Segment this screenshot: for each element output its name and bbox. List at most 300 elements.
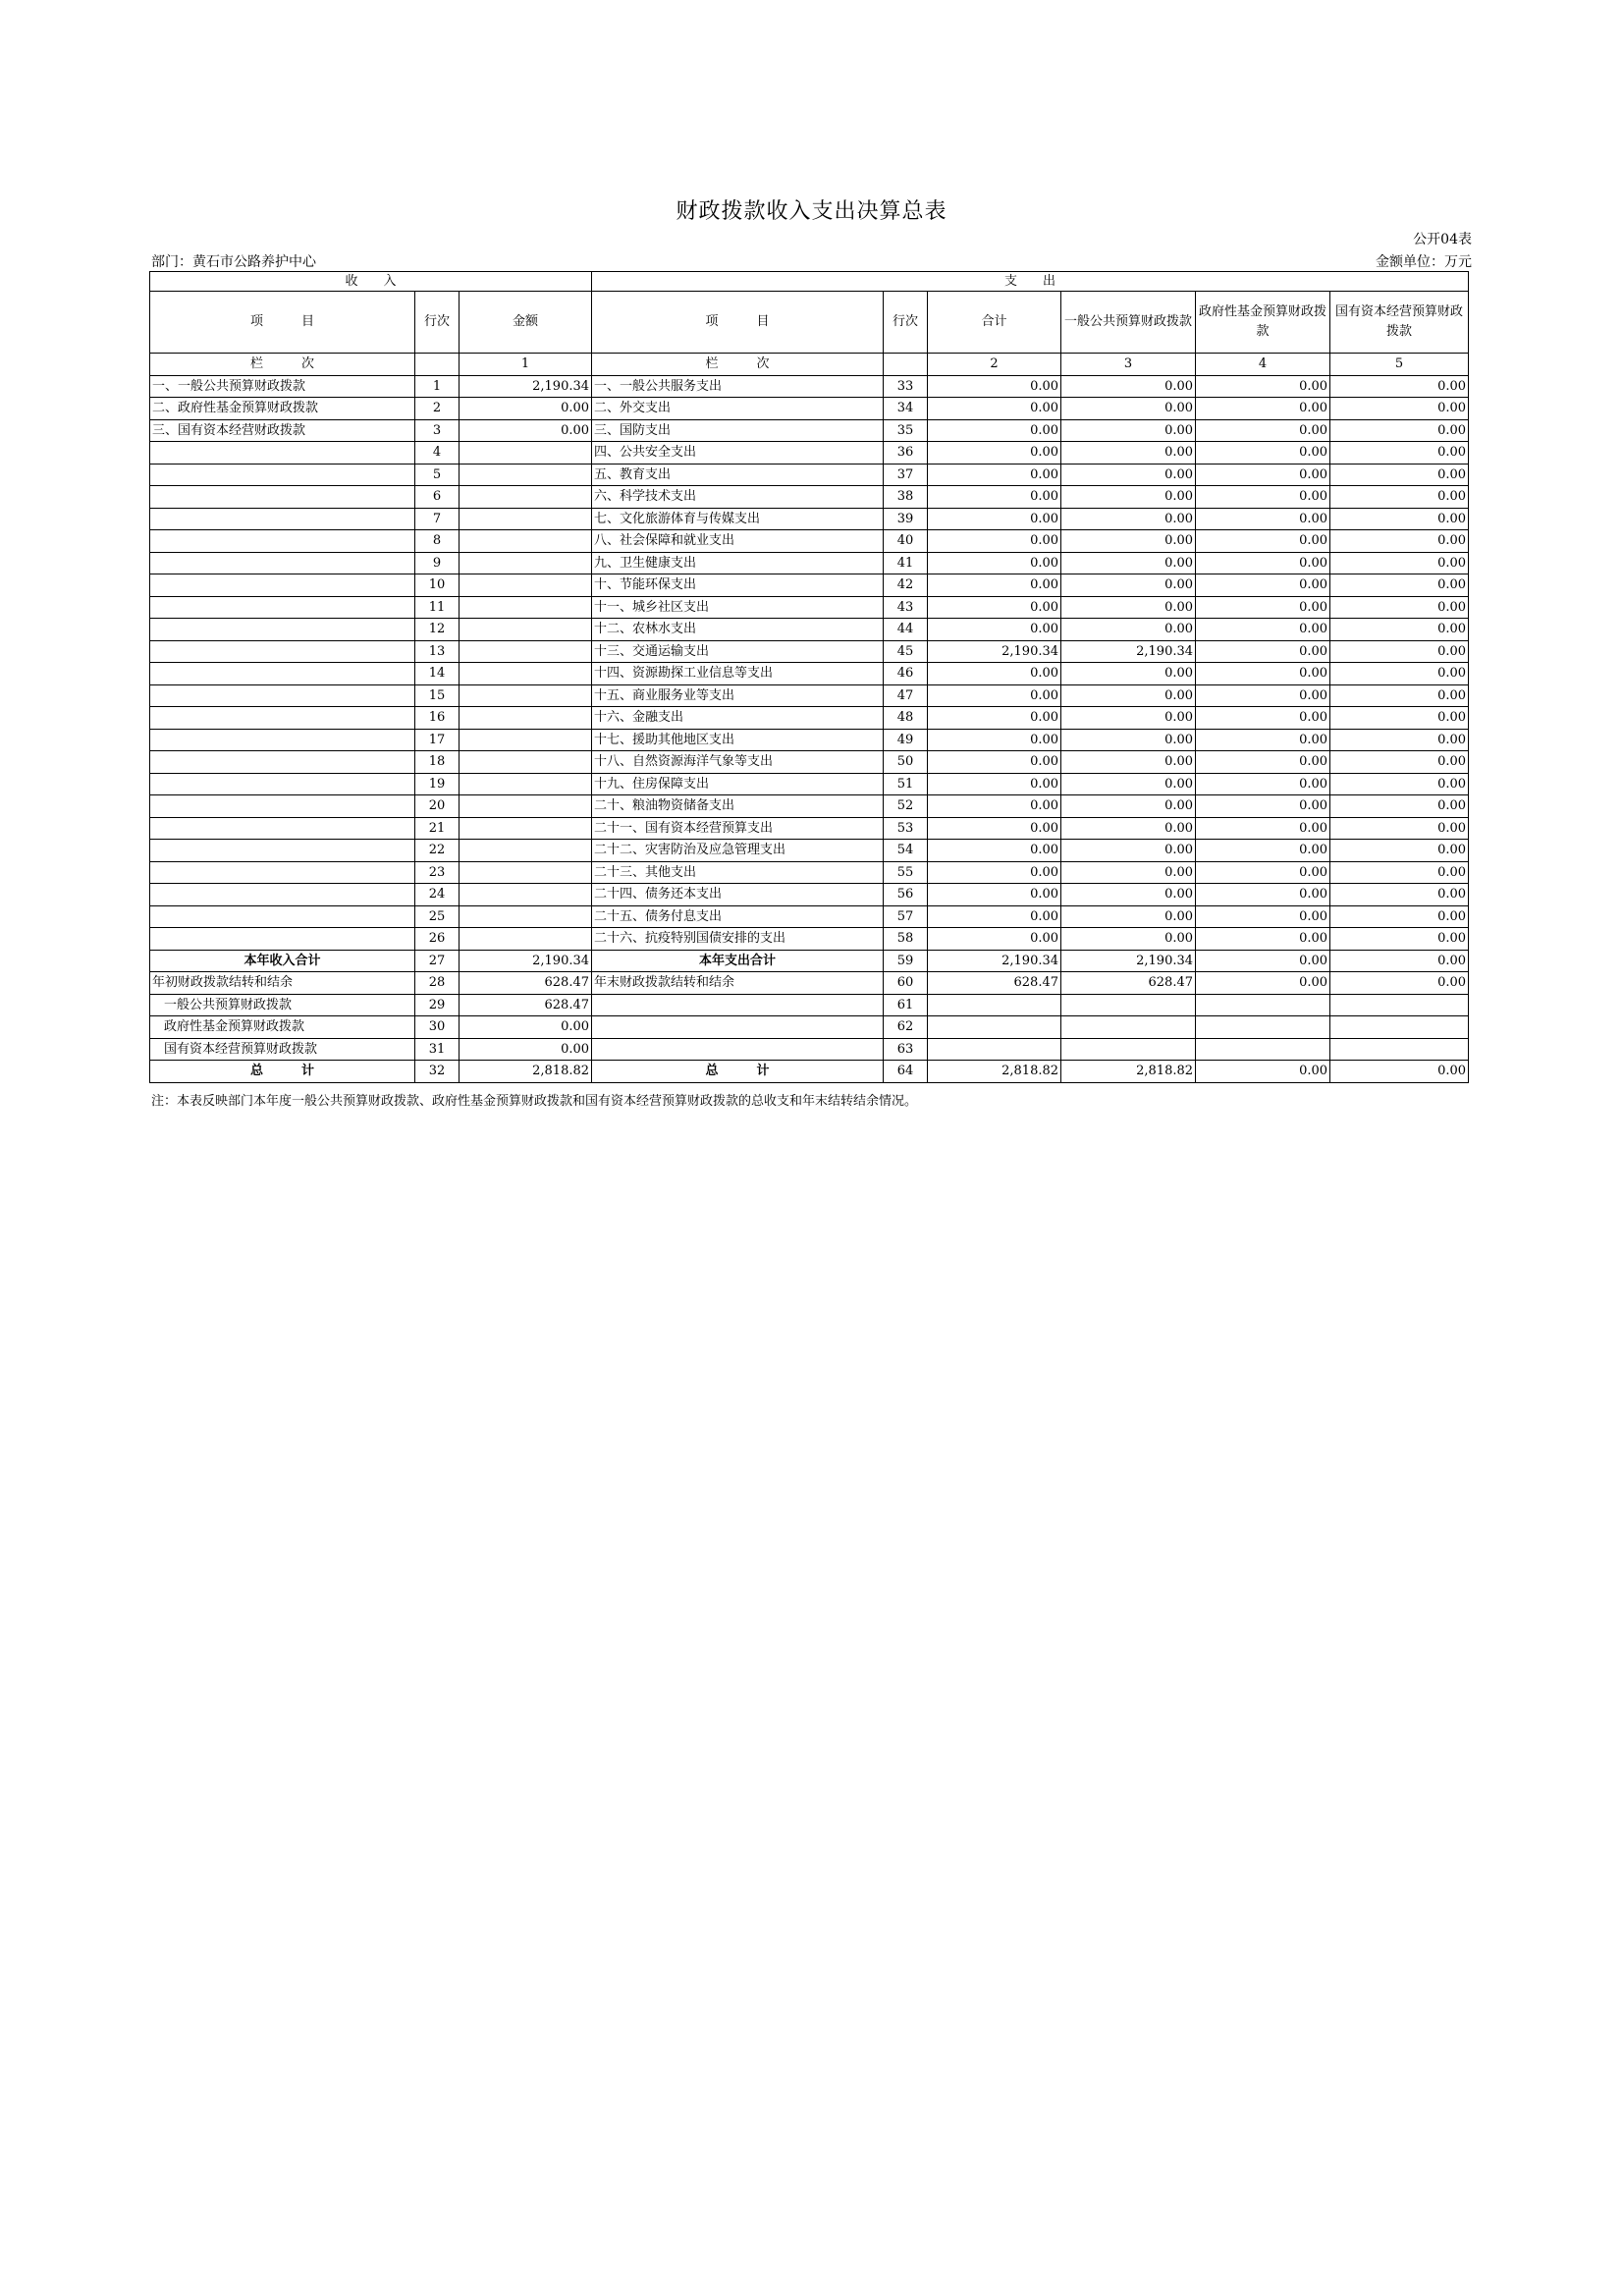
expense-total: 0.00 bbox=[928, 486, 1061, 509]
expense-item: 二十六、抗疫特别国债安排的支出 bbox=[592, 928, 884, 951]
expense-general bbox=[1061, 1038, 1196, 1061]
expense-total: 628.47 bbox=[928, 972, 1061, 995]
table-row bbox=[150, 464, 1469, 486]
expense-item bbox=[592, 1038, 884, 1061]
expense-state: 0.00 bbox=[1330, 574, 1469, 597]
expense-fund: 0.00 bbox=[1196, 419, 1330, 442]
income-item bbox=[150, 552, 415, 574]
income-amount: 0.00 bbox=[460, 1038, 592, 1061]
expense-total: 2,818.82 bbox=[928, 1061, 1061, 1083]
expense-state: 0.00 bbox=[1330, 840, 1469, 862]
income-amount bbox=[460, 707, 592, 730]
expense-state: 0.00 bbox=[1330, 905, 1469, 928]
expense-state: 0.00 bbox=[1330, 684, 1469, 707]
expense-total: 0.00 bbox=[928, 375, 1061, 398]
expense-row-no: 53 bbox=[884, 817, 928, 840]
expense-item: 二十五、债务付息支出 bbox=[592, 905, 884, 928]
expense-state: 0.00 bbox=[1330, 729, 1469, 751]
table-row bbox=[150, 795, 1469, 818]
income-row-no: 23 bbox=[415, 861, 460, 884]
expense-row-no: 58 bbox=[884, 928, 928, 951]
summary-row bbox=[150, 994, 1469, 1016]
expense-fund: 0.00 bbox=[1196, 619, 1330, 641]
expense-general: 0.00 bbox=[1061, 729, 1196, 751]
unit-label: 金额单位：万元 bbox=[1376, 254, 1472, 270]
header-fund: 政府性基金预算财政拨款 bbox=[1196, 292, 1330, 354]
expense-total: 0.00 bbox=[928, 817, 1061, 840]
income-row-no: 3 bbox=[415, 419, 460, 442]
expense-total: 0.00 bbox=[928, 530, 1061, 553]
expense-row-no: 47 bbox=[884, 684, 928, 707]
income-amount: 628.47 bbox=[460, 972, 592, 995]
income-item bbox=[150, 663, 415, 685]
table-row bbox=[150, 663, 1469, 685]
expense-fund bbox=[1196, 994, 1330, 1016]
expense-item: 一、一般公共服务支出 bbox=[592, 375, 884, 398]
expense-row-no: 48 bbox=[884, 707, 928, 730]
income-row-no: 30 bbox=[415, 1016, 460, 1039]
header-total: 合计 bbox=[928, 292, 1061, 354]
income-row-no: 4 bbox=[415, 442, 460, 465]
expense-general: 0.00 bbox=[1061, 508, 1196, 530]
expense-general: 0.00 bbox=[1061, 840, 1196, 862]
expense-row-no: 35 bbox=[884, 419, 928, 442]
summary-row bbox=[150, 950, 1469, 972]
expense-general: 0.00 bbox=[1061, 552, 1196, 574]
expense-general: 0.00 bbox=[1061, 795, 1196, 818]
table-row bbox=[150, 751, 1469, 774]
expense-item bbox=[592, 1016, 884, 1039]
income-row-no: 14 bbox=[415, 663, 460, 685]
expense-total: 0.00 bbox=[928, 861, 1061, 884]
expense-state: 0.00 bbox=[1330, 419, 1469, 442]
income-amount bbox=[460, 552, 592, 574]
table-row bbox=[150, 684, 1469, 707]
expense-item: 二十二、灾害防治及应急管理支出 bbox=[592, 840, 884, 862]
summary-row bbox=[150, 1038, 1469, 1061]
expense-fund: 0.00 bbox=[1196, 773, 1330, 795]
expense-fund: 0.00 bbox=[1196, 1061, 1330, 1083]
table-row bbox=[150, 840, 1469, 862]
header-row-no-right: 行次 bbox=[884, 292, 928, 354]
col-label-left: 栏 次 bbox=[150, 354, 415, 376]
income-amount bbox=[460, 840, 592, 862]
expense-state: 0.00 bbox=[1330, 972, 1469, 995]
expense-total: 2,190.34 bbox=[928, 950, 1061, 972]
expense-fund: 0.00 bbox=[1196, 928, 1330, 951]
expense-general: 0.00 bbox=[1061, 684, 1196, 707]
income-item bbox=[150, 840, 415, 862]
expense-total: 0.00 bbox=[928, 442, 1061, 465]
income-item: 年初财政拨款结转和结余 bbox=[150, 972, 415, 995]
income-row-no: 28 bbox=[415, 972, 460, 995]
expense-fund: 0.00 bbox=[1196, 840, 1330, 862]
expense-state: 0.00 bbox=[1330, 464, 1469, 486]
expense-fund: 0.00 bbox=[1196, 375, 1330, 398]
expense-fund bbox=[1196, 1016, 1330, 1039]
table-row bbox=[150, 508, 1469, 530]
income-item: 本年收入合计 bbox=[150, 950, 415, 972]
expense-general: 0.00 bbox=[1061, 905, 1196, 928]
expense-row-no: 42 bbox=[884, 574, 928, 597]
expense-general: 2,190.34 bbox=[1061, 640, 1196, 663]
column-number-row bbox=[150, 354, 1469, 376]
expense-general: 0.00 bbox=[1061, 486, 1196, 509]
expense-item: 三、国防支出 bbox=[592, 419, 884, 442]
expense-state: 0.00 bbox=[1330, 375, 1469, 398]
col-no-4: 4 bbox=[1196, 354, 1330, 376]
income-row-no: 15 bbox=[415, 684, 460, 707]
table-row bbox=[150, 773, 1469, 795]
expense-row-no: 59 bbox=[884, 950, 928, 972]
expense-row-no: 50 bbox=[884, 751, 928, 774]
expense-item: 十三、交通运输支出 bbox=[592, 640, 884, 663]
summary-row bbox=[150, 1016, 1469, 1039]
income-row-no: 11 bbox=[415, 596, 460, 619]
income-amount bbox=[460, 751, 592, 774]
expense-general: 0.00 bbox=[1061, 928, 1196, 951]
table-row bbox=[150, 574, 1469, 597]
income-row-no: 8 bbox=[415, 530, 460, 553]
expense-item: 二十、粮油物资储备支出 bbox=[592, 795, 884, 818]
income-item bbox=[150, 530, 415, 553]
expense-total: 0.00 bbox=[928, 419, 1061, 442]
expense-general bbox=[1061, 994, 1196, 1016]
expense-total bbox=[928, 994, 1061, 1016]
expense-row-no: 54 bbox=[884, 840, 928, 862]
expense-total: 0.00 bbox=[928, 928, 1061, 951]
income-amount: 0.00 bbox=[460, 398, 592, 420]
expense-state: 0.00 bbox=[1330, 861, 1469, 884]
col-label-right: 栏 次 bbox=[592, 354, 884, 376]
income-item bbox=[150, 928, 415, 951]
expense-state: 0.00 bbox=[1330, 442, 1469, 465]
income-row-no: 25 bbox=[415, 905, 460, 928]
expense-fund: 0.00 bbox=[1196, 795, 1330, 818]
expense-state: 0.00 bbox=[1330, 928, 1469, 951]
summary-row bbox=[150, 1061, 1469, 1083]
income-amount bbox=[460, 861, 592, 884]
income-item bbox=[150, 619, 415, 641]
expense-item: 二十四、债务还本支出 bbox=[592, 884, 884, 906]
income-amount bbox=[460, 905, 592, 928]
expense-row-no: 43 bbox=[884, 596, 928, 619]
appropriation-table bbox=[149, 271, 1469, 1083]
income-amount bbox=[460, 619, 592, 641]
expense-item: 九、卫生健康支出 bbox=[592, 552, 884, 574]
income-row-no: 2 bbox=[415, 398, 460, 420]
income-amount bbox=[460, 442, 592, 465]
expense-state: 0.00 bbox=[1330, 530, 1469, 553]
expense-total: 0.00 bbox=[928, 596, 1061, 619]
expense-row-no: 62 bbox=[884, 1016, 928, 1039]
expense-total: 0.00 bbox=[928, 552, 1061, 574]
expense-row-no: 49 bbox=[884, 729, 928, 751]
income-amount bbox=[460, 464, 592, 486]
income-item: 一、一般公共预算财政拨款 bbox=[150, 375, 415, 398]
expense-state: 0.00 bbox=[1330, 619, 1469, 641]
expense-general: 0.00 bbox=[1061, 442, 1196, 465]
expense-general: 0.00 bbox=[1061, 464, 1196, 486]
income-row-no: 20 bbox=[415, 795, 460, 818]
income-item: 政府性基金预算财政拨款 bbox=[150, 1016, 415, 1039]
expense-state: 0.00 bbox=[1330, 1061, 1469, 1083]
expense-total: 0.00 bbox=[928, 795, 1061, 818]
income-amount: 2,190.34 bbox=[460, 950, 592, 972]
expense-section-label: 支 出 bbox=[592, 272, 1469, 292]
income-amount bbox=[460, 795, 592, 818]
expense-fund: 0.00 bbox=[1196, 751, 1330, 774]
expense-fund: 0.00 bbox=[1196, 817, 1330, 840]
header-row-no-left: 行次 bbox=[415, 292, 460, 354]
income-row-no: 17 bbox=[415, 729, 460, 751]
expense-fund: 0.00 bbox=[1196, 574, 1330, 597]
expense-item: 十一、城乡社区支出 bbox=[592, 596, 884, 619]
income-item bbox=[150, 884, 415, 906]
income-item bbox=[150, 486, 415, 509]
income-amount bbox=[460, 729, 592, 751]
income-row-no: 19 bbox=[415, 773, 460, 795]
expense-fund: 0.00 bbox=[1196, 684, 1330, 707]
table-row bbox=[150, 640, 1469, 663]
expense-item: 十四、资源勘探工业信息等支出 bbox=[592, 663, 884, 685]
column-header-row bbox=[150, 292, 1469, 354]
income-item bbox=[150, 795, 415, 818]
expense-state: 0.00 bbox=[1330, 640, 1469, 663]
income-amount bbox=[460, 530, 592, 553]
col-empty bbox=[415, 354, 460, 376]
expense-general: 0.00 bbox=[1061, 419, 1196, 442]
expense-general bbox=[1061, 1016, 1196, 1039]
income-row-no: 29 bbox=[415, 994, 460, 1016]
expense-total: 0.00 bbox=[928, 398, 1061, 420]
expense-row-no: 38 bbox=[884, 486, 928, 509]
expense-item: 二十一、国有资本经营预算支出 bbox=[592, 817, 884, 840]
expense-state: 0.00 bbox=[1330, 596, 1469, 619]
col-no-1: 1 bbox=[460, 354, 592, 376]
expense-total: 0.00 bbox=[928, 464, 1061, 486]
expense-total: 0.00 bbox=[928, 508, 1061, 530]
table-row bbox=[150, 707, 1469, 730]
expense-row-no: 56 bbox=[884, 884, 928, 906]
income-item bbox=[150, 684, 415, 707]
summary-row bbox=[150, 972, 1469, 995]
table-row bbox=[150, 398, 1469, 420]
income-item bbox=[150, 905, 415, 928]
income-item: 一般公共预算财政拨款 bbox=[150, 994, 415, 1016]
footnote: 注：本表反映部门本年度一般公共预算财政拨款、政府性基金预算财政拨款和国有资本经营预算财政拨款的总收支和年末结转结余情况。 bbox=[151, 1094, 918, 1109]
header-state: 国有资本经营预算财政拨款 bbox=[1330, 292, 1469, 354]
income-item bbox=[150, 574, 415, 597]
expense-row-no: 52 bbox=[884, 795, 928, 818]
header-item-left: 项 目 bbox=[150, 292, 415, 354]
col-empty bbox=[884, 354, 928, 376]
expense-row-no: 63 bbox=[884, 1038, 928, 1061]
income-amount bbox=[460, 928, 592, 951]
expense-total: 0.00 bbox=[928, 905, 1061, 928]
expense-general: 628.47 bbox=[1061, 972, 1196, 995]
expense-general: 0.00 bbox=[1061, 596, 1196, 619]
income-item bbox=[150, 707, 415, 730]
income-row-no: 7 bbox=[415, 508, 460, 530]
expense-fund: 0.00 bbox=[1196, 508, 1330, 530]
income-item: 二、政府性基金预算财政拨款 bbox=[150, 398, 415, 420]
expense-fund: 0.00 bbox=[1196, 442, 1330, 465]
income-row-no: 10 bbox=[415, 574, 460, 597]
expense-row-no: 34 bbox=[884, 398, 928, 420]
income-amount: 0.00 bbox=[460, 419, 592, 442]
expense-general: 2,818.82 bbox=[1061, 1061, 1196, 1083]
expense-fund: 0.00 bbox=[1196, 464, 1330, 486]
expense-total: 2,190.34 bbox=[928, 640, 1061, 663]
expense-fund: 0.00 bbox=[1196, 398, 1330, 420]
expense-general: 0.00 bbox=[1061, 375, 1196, 398]
income-amount bbox=[460, 684, 592, 707]
income-row-no: 5 bbox=[415, 464, 460, 486]
expense-total bbox=[928, 1016, 1061, 1039]
expense-fund: 0.00 bbox=[1196, 596, 1330, 619]
expense-row-no: 41 bbox=[884, 552, 928, 574]
expense-state: 0.00 bbox=[1330, 773, 1469, 795]
expense-row-no: 46 bbox=[884, 663, 928, 685]
income-row-no: 1 bbox=[415, 375, 460, 398]
table-row bbox=[150, 884, 1469, 906]
expense-fund: 0.00 bbox=[1196, 884, 1330, 906]
income-row-no: 21 bbox=[415, 817, 460, 840]
expense-item: 五、教育支出 bbox=[592, 464, 884, 486]
expense-row-no: 37 bbox=[884, 464, 928, 486]
expense-item: 年末财政拨款结转和结余 bbox=[592, 972, 884, 995]
income-amount: 0.00 bbox=[460, 1016, 592, 1039]
expense-row-no: 57 bbox=[884, 905, 928, 928]
col-no-3: 3 bbox=[1061, 354, 1196, 376]
expense-general: 0.00 bbox=[1061, 530, 1196, 553]
expense-item: 四、公共安全支出 bbox=[592, 442, 884, 465]
income-item bbox=[150, 817, 415, 840]
expense-total: 0.00 bbox=[928, 729, 1061, 751]
expense-fund: 0.00 bbox=[1196, 640, 1330, 663]
expense-general: 0.00 bbox=[1061, 619, 1196, 641]
income-amount: 628.47 bbox=[460, 994, 592, 1016]
table-row bbox=[150, 596, 1469, 619]
col-no-2: 2 bbox=[928, 354, 1061, 376]
table-row bbox=[150, 619, 1469, 641]
expense-row-no: 51 bbox=[884, 773, 928, 795]
expense-total: 0.00 bbox=[928, 574, 1061, 597]
expense-state bbox=[1330, 1016, 1469, 1039]
income-item bbox=[150, 861, 415, 884]
income-row-no: 31 bbox=[415, 1038, 460, 1061]
income-item bbox=[150, 640, 415, 663]
income-row-no: 9 bbox=[415, 552, 460, 574]
section-header-row bbox=[150, 272, 1469, 292]
expense-general: 0.00 bbox=[1061, 663, 1196, 685]
table-row bbox=[150, 928, 1469, 951]
col-no-5: 5 bbox=[1330, 354, 1469, 376]
expense-item bbox=[592, 994, 884, 1016]
expense-row-no: 44 bbox=[884, 619, 928, 641]
expense-total: 0.00 bbox=[928, 619, 1061, 641]
expense-general: 0.00 bbox=[1061, 861, 1196, 884]
table-row bbox=[150, 530, 1469, 553]
income-row-no: 12 bbox=[415, 619, 460, 641]
expense-item: 二、外交支出 bbox=[592, 398, 884, 420]
table-row bbox=[150, 861, 1469, 884]
income-item: 三、国有资本经营财政拨款 bbox=[150, 419, 415, 442]
form-code: 公开04表 bbox=[1413, 232, 1472, 247]
income-item: 总 计 bbox=[150, 1061, 415, 1083]
income-amount bbox=[460, 508, 592, 530]
income-amount: 2,190.34 bbox=[460, 375, 592, 398]
expense-fund: 0.00 bbox=[1196, 530, 1330, 553]
expense-state: 0.00 bbox=[1330, 508, 1469, 530]
header-general: 一般公共预算财政拨款 bbox=[1061, 292, 1196, 354]
department-label: 部门：黄石市公路养护中心 bbox=[151, 254, 316, 270]
expense-item: 十七、援助其他地区支出 bbox=[592, 729, 884, 751]
expense-fund: 0.00 bbox=[1196, 905, 1330, 928]
expense-fund: 0.00 bbox=[1196, 552, 1330, 574]
expense-general: 0.00 bbox=[1061, 398, 1196, 420]
table-row bbox=[150, 905, 1469, 928]
expense-fund: 0.00 bbox=[1196, 729, 1330, 751]
table-row bbox=[150, 419, 1469, 442]
income-item: 国有资本经营预算财政拨款 bbox=[150, 1038, 415, 1061]
income-item bbox=[150, 729, 415, 751]
expense-state: 0.00 bbox=[1330, 707, 1469, 730]
income-amount bbox=[460, 817, 592, 840]
income-row-no: 13 bbox=[415, 640, 460, 663]
expense-row-no: 39 bbox=[884, 508, 928, 530]
expense-state: 0.00 bbox=[1330, 751, 1469, 774]
income-amount bbox=[460, 640, 592, 663]
table-row bbox=[150, 486, 1469, 509]
expense-general: 0.00 bbox=[1061, 884, 1196, 906]
expense-general: 0.00 bbox=[1061, 707, 1196, 730]
expense-item: 十五、商业服务业等支出 bbox=[592, 684, 884, 707]
expense-general: 0.00 bbox=[1061, 773, 1196, 795]
income-row-no: 27 bbox=[415, 950, 460, 972]
expense-row-no: 33 bbox=[884, 375, 928, 398]
income-item bbox=[150, 773, 415, 795]
income-item bbox=[150, 442, 415, 465]
expense-state: 0.00 bbox=[1330, 486, 1469, 509]
table-row bbox=[150, 552, 1469, 574]
income-row-no: 24 bbox=[415, 884, 460, 906]
expense-total: 0.00 bbox=[928, 840, 1061, 862]
expense-fund: 0.00 bbox=[1196, 861, 1330, 884]
table-row bbox=[150, 442, 1469, 465]
expense-item: 十六、金融支出 bbox=[592, 707, 884, 730]
expense-item: 十八、自然资源海洋气象等支出 bbox=[592, 751, 884, 774]
expense-item: 十二、农林水支出 bbox=[592, 619, 884, 641]
income-item bbox=[150, 464, 415, 486]
expense-item: 十九、住房保障支出 bbox=[592, 773, 884, 795]
expense-item: 二十三、其他支出 bbox=[592, 861, 884, 884]
expense-state bbox=[1330, 994, 1469, 1016]
income-amount bbox=[460, 663, 592, 685]
expense-fund bbox=[1196, 1038, 1330, 1061]
expense-general: 0.00 bbox=[1061, 817, 1196, 840]
expense-total: 0.00 bbox=[928, 707, 1061, 730]
expense-state: 0.00 bbox=[1330, 663, 1469, 685]
expense-state: 0.00 bbox=[1330, 398, 1469, 420]
expense-fund: 0.00 bbox=[1196, 972, 1330, 995]
header-item-right: 项 目 bbox=[592, 292, 884, 354]
expense-state: 0.00 bbox=[1330, 552, 1469, 574]
expense-total: 0.00 bbox=[928, 773, 1061, 795]
income-section-label: 收 入 bbox=[150, 272, 592, 292]
income-amount bbox=[460, 773, 592, 795]
